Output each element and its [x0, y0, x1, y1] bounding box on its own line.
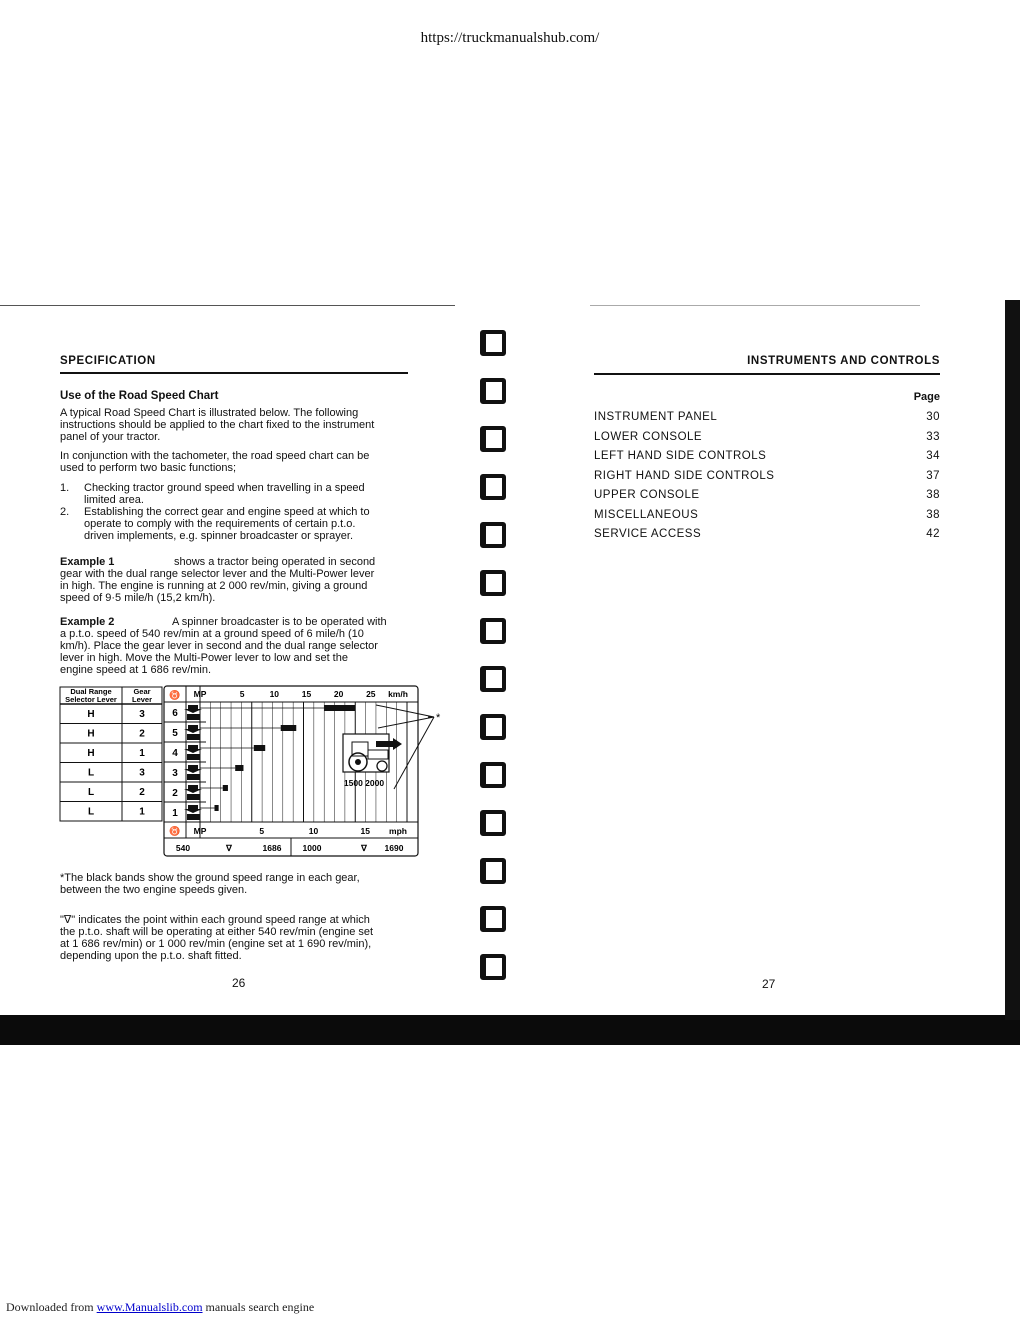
gear-cell: 1: [139, 806, 145, 818]
tortoise-icon: [187, 814, 200, 820]
mph-tick-label: 10: [308, 826, 319, 836]
pto-row-value: ∇: [361, 843, 367, 853]
mph-label: mph: [389, 826, 407, 836]
toc-row[interactable]: [594, 528, 940, 540]
kmh-tick-label: 25: [366, 689, 376, 699]
spiral-coil: [480, 954, 506, 980]
tortoise-icon: [187, 754, 200, 760]
toc-page-number: 30: [926, 411, 940, 423]
pto-row-value: 1686: [262, 843, 282, 853]
example-2-label: Example 2: [60, 616, 115, 628]
text-line: Establishing the correct gear and engine speed at which to: [84, 506, 370, 518]
spiral-coil: [480, 762, 506, 788]
manualslib-link[interactable]: www.Manualslib.com: [96, 1300, 203, 1314]
mp-label-top: MP: [193, 689, 207, 699]
engine-speeds: 1500 2000: [343, 778, 385, 788]
tortoise-icon: [187, 774, 200, 780]
gear-number: 5: [172, 728, 178, 739]
page-top-edge: [0, 305, 455, 306]
text-line: driven implements, e.g. spinner broadcaster or sprayer.: [84, 530, 354, 542]
mp-label-bottom: MP: [193, 826, 207, 836]
gear-number: 2: [172, 788, 178, 799]
tortoise-icon: [187, 794, 200, 800]
kmh-tick-label: 15: [301, 689, 312, 699]
text-line: gear with the dual range selector lever and the Multi-Power lever: [60, 568, 375, 580]
text-line: In conjunction with the tachometer, the road speed chart can be: [60, 450, 370, 462]
spiral-coil: [480, 906, 506, 932]
left-page: [0, 300, 470, 1020]
spiral-coil: [480, 330, 506, 356]
list-item: [60, 506, 410, 544]
gear-cell: 1: [139, 748, 145, 759]
speed-band: [214, 805, 218, 811]
page-column-label: Page: [913, 391, 940, 403]
gear-number: 1: [172, 808, 178, 819]
note-pto-marker: [60, 914, 410, 962]
pto-row-value: 1690: [384, 843, 404, 853]
speed-chart-panel: [164, 686, 418, 856]
text-line: a p.t.o. speed of 540 rev/min at a ground speed of 6 mile/h (10: [60, 628, 364, 640]
example-1: [60, 556, 410, 604]
right-page-header: INSTRUMENTS AND CONTROLS: [747, 355, 940, 367]
asterisk: *: [436, 712, 441, 724]
text-line: "∇" indicates the point within each ground speed range at which: [60, 914, 370, 926]
text-line: A spinner broadcaster is to be operated with: [172, 616, 387, 628]
spiral-coil: [480, 570, 506, 596]
gear-cell: 3: [139, 709, 145, 720]
text-line: limited area.: [84, 494, 144, 506]
left-page-number: 26: [232, 976, 246, 990]
gear-header-1: Gear: [133, 687, 151, 696]
speed-band: [281, 725, 297, 731]
pto-icon: ♉: [169, 826, 181, 836]
toc-row[interactable]: [594, 450, 940, 462]
list-item: [60, 482, 410, 508]
selector-table: [60, 687, 162, 821]
functions-paragraph: [60, 450, 410, 474]
list-text: [84, 482, 406, 506]
gear-number: 3: [172, 768, 178, 779]
left-page-header: SPECIFICATION: [60, 355, 156, 367]
text-line: depending upon the p.t.o. shaft fitted.: [60, 950, 242, 962]
toc-row[interactable]: [594, 411, 940, 423]
selector-cell: H: [87, 709, 95, 720]
header-rule: [594, 373, 940, 375]
road-speed-chart: [58, 684, 450, 860]
speed-band: [324, 705, 355, 711]
toc-page-number: 33: [926, 430, 940, 443]
kmh-tick-label: 10: [269, 689, 280, 699]
example-1-label: Example 1: [60, 556, 115, 568]
toc-row[interactable]: [594, 431, 940, 443]
selector-cell: L: [87, 806, 95, 818]
toc-page-number: 37: [926, 469, 940, 482]
text-line: A typical Road Speed Chart is illustrated below. The following: [60, 407, 359, 419]
toc-label: LEFT HAND SIDE CONTROLS: [594, 450, 767, 462]
spiral-coil: [480, 858, 506, 884]
text-line: panel of your tractor.: [60, 431, 161, 443]
mph-tick-label: 15: [360, 826, 370, 836]
toc-page-number: 38: [926, 508, 940, 521]
text-line: between the two engine speeds given.: [60, 884, 248, 896]
text-line: engine speed at 1 686 rev/min.: [60, 664, 212, 676]
selector-header-1: Dual Range: [70, 687, 112, 696]
note-black-bands: [60, 872, 410, 896]
spiral-coil: [480, 714, 506, 740]
pto-row-value: ∇: [226, 843, 232, 853]
header-rule: [60, 372, 408, 374]
gear-number: 6: [172, 708, 178, 719]
section-title: Use of the Road Speed Chart: [60, 390, 219, 402]
gear-cell: 2: [139, 787, 145, 798]
pto-row-value: 1000: [302, 843, 322, 853]
spiral-coil: [480, 426, 506, 452]
gear-number: 4: [172, 748, 178, 759]
toc-label: RIGHT HAND SIDE CONTROLS: [594, 469, 775, 482]
pto-icon: ♉: [169, 690, 181, 700]
text-line: shows a tractor being operated in second: [174, 556, 376, 568]
right-page-number: 27: [762, 977, 776, 991]
footer-prefix: Downloaded from: [6, 1300, 94, 1314]
speed-band: [223, 785, 228, 791]
text-line: used to perform two basic functions;: [60, 462, 237, 474]
kmh-label: km/h: [388, 689, 408, 699]
toc-row[interactable]: [594, 470, 940, 482]
gear-cell: 3: [139, 767, 145, 779]
text-line: km/h). Place the gear lever in second and the dual range selector: [60, 640, 378, 652]
source-url: https://truckmanualshub.com/: [420, 30, 600, 46]
text-line: Checking tractor ground speed when travelling in a speed: [84, 482, 365, 494]
page-top-edge: [590, 305, 920, 306]
toc-page-number: 34: [926, 450, 940, 462]
text-line: at 1 686 rev/min) or 1 000 rev/min (engine set at 1 690 rev/min),: [60, 938, 372, 950]
selector-cell: H: [87, 728, 95, 740]
selector-cell: H: [87, 748, 95, 759]
download-footer: [6, 1300, 314, 1315]
gear-cell: 2: [139, 728, 145, 740]
list-number: 2.: [60, 506, 70, 518]
kmh-tick-label: 5: [239, 689, 245, 699]
tortoise-icon: [187, 714, 200, 720]
toc-label: SERVICE ACCESS: [594, 528, 702, 540]
spiral-coil: [480, 522, 506, 548]
speed-band: [254, 745, 265, 751]
text-line: lever in high. Move the Multi-Power lever to low and set the: [60, 652, 348, 664]
list-number: 1.: [60, 482, 70, 494]
page-right-edge: [1005, 300, 1020, 1020]
list-text: [84, 506, 406, 542]
selector-header-2: Selector Lever: [65, 695, 117, 704]
spiral-coil: [480, 618, 506, 644]
kmh-tick-label: 20: [333, 689, 344, 699]
tortoise-icon: [187, 734, 200, 740]
text-line: operate to comply with the requirements of certain p.t.o.: [84, 518, 356, 530]
text-line: in high. The engine is running at 2 000 rev/min, giving a ground: [60, 580, 368, 592]
text-line: speed of 9·5 mile/h (15,2 km/h).: [60, 592, 216, 604]
toc-label: INSTRUMENT PANEL: [594, 411, 718, 423]
toc-row[interactable]: [594, 489, 940, 501]
pto-row-value: 540: [175, 843, 191, 853]
right-page: [510, 300, 1015, 1020]
mph-tick-label: 5: [259, 826, 265, 836]
text-line: instructions should be applied to the chart fixed to the instrument: [60, 419, 375, 431]
intro-paragraph: [60, 407, 410, 443]
selector-cell: L: [87, 767, 95, 779]
toc-row[interactable]: [594, 509, 940, 521]
toc-page-number: 42: [926, 528, 940, 540]
spiral-coil: [480, 378, 506, 404]
manual-spread: [0, 300, 1020, 1045]
text-line: *The black bands show the ground speed range in each gear,: [60, 872, 360, 884]
speed-band: [235, 765, 243, 771]
selector-cell: L: [87, 787, 95, 798]
toc-label: MISCELLANEOUS: [594, 508, 699, 521]
spiral-coil: [480, 810, 506, 836]
footer-suffix: manuals search engine: [205, 1300, 315, 1314]
spiral-coil: [480, 666, 506, 692]
gear-header-2: Lever: [131, 695, 153, 704]
toc-label: UPPER CONSOLE: [594, 489, 700, 501]
toc-label: LOWER CONSOLE: [594, 430, 703, 443]
spiral-coil: [480, 474, 506, 500]
example-2: [60, 616, 410, 676]
text-line: the p.t.o. shaft will be operating at either 540 rev/min (engine set: [60, 926, 374, 938]
toc-page-number: 38: [926, 489, 940, 501]
